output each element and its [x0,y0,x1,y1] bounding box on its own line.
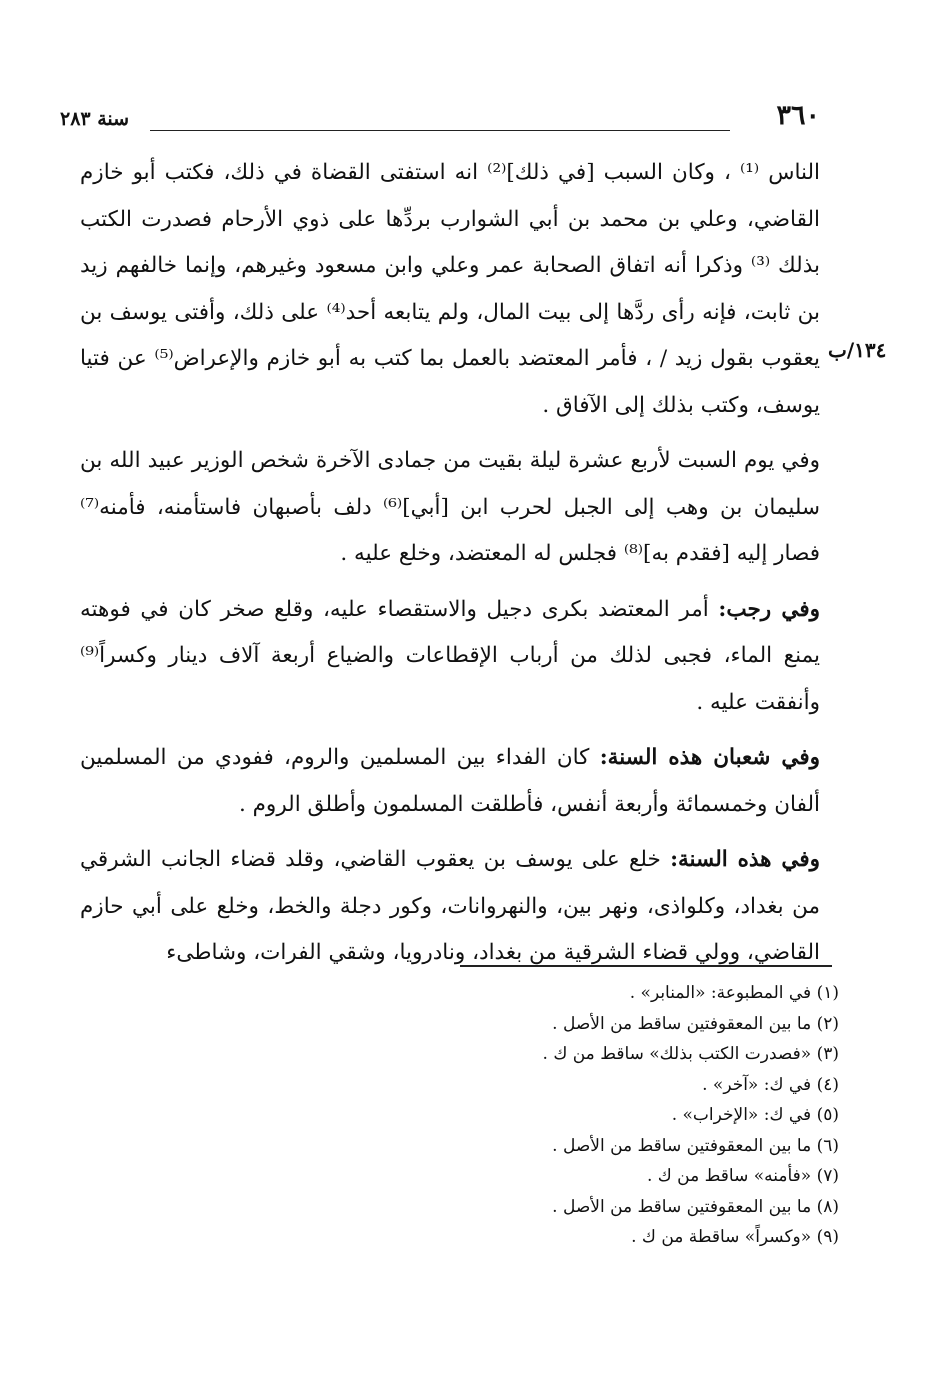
this-year-text: خلع على يوسف بن يعقوب القاضي، وقلد قضاء الجانب الشرقي من بغداد، وكلواذى، ونهر بين، والنهروانات، وكور دجلة والخط، وخلع على أبي حازم القاضي، وولي قضاء الشرقية من بغداد، ونادرويا، وشقي الفرات، وشاطىء [80,847,820,965]
footnote-1: (١) في المطبوعة: «المنابر» . [629,983,839,1003]
footnote-7: (٧) «فأمنه» ساقط من ك . [646,1166,839,1186]
paragraph-rajab [80,587,820,727]
paragraph-vizier: وفي يوم السبت لأربع عشرة ليلة بقيت من جمادى الآخرة شخص الوزير عبيد الله بن سليمان بن وهب إلى الجبل لحرب ابن [أبي]⁽⁶⁾ دلف بأصبهان فاستأمنه، فأمنه⁽⁷⁾ فصار إليه [فقدم به]⁽⁸⁾ فجلس له المعتضد، وخلع عليه . [80,448,820,566]
footnote-6: (٦) ما بين المعقوفتين ساقط من الأصل . [552,1135,839,1156]
footnotes [99,978,839,1253]
header-rule [150,130,730,131]
page-number: ٣٦٠ [776,100,820,131]
footnote-5: (٥) في ك: «الإخراب» . [671,1105,839,1125]
paragraph-inheritance: الناس ⁽¹⁾ ، وكان السبب [في ذلك]⁽²⁾ انه استفتى القضاة في ذلك، فكتب أبو خازم القاضي، وعلي بن محمد بن أبي الشوارب بردِّها على ذوي الأرحام فصدرت الكتب بذلك ⁽³⁾ وذكرا أنه اتفاق الصحابة عمر وعلي وابن مسعود وغيرهم، وإنما خالفهم زيد بن ثابت، فإنه رأى ردَّها إلى بيت المال، ولم يتابعه أحد⁽⁴⁾ على ذلك، وأفتى يوسف بن يعقوب بقول زيد / ، فأمر المعتضد بالعمل بما كتب به أبو خازم والإعراض⁽⁵⁾ عن فتيا يوسف، وكتب بذلك إلى الآفاق . [80,160,821,418]
running-year-label: سنة ٢٨٣ [60,108,130,130]
paragraph-this-year [80,837,820,977]
shaban-lead: وفي شعبان هذه السنة: [599,745,820,770]
paragraph-shaban [80,735,820,828]
main-text [80,150,820,977]
this-year-lead: وفي هذه السنة: [670,847,820,872]
footnote-4: (٤) في ك: «آخر» . [702,1074,839,1095]
manuscript-folio-note: ١٣٤/ب [828,338,887,362]
page-header [60,100,820,140]
footnote-8: (٨) ما بين المعقوفتين ساقط من الأصل . [552,1196,839,1217]
footnote-2: (٢) ما بين المعقوفتين ساقط من الأصل . [552,1013,839,1034]
shaban-text: كان الفداء بين المسلمين والروم، ففودي من المسلمين ألفان وخمسمائة وأربعة أنفس، فأطلقت المسلمون وأطلق الروم . [80,745,820,817]
footnote-rule [460,965,832,967]
footnote-3: (٣) «فصدرت الكتب بذلك» ساقط من ك . [542,1044,839,1064]
footnote-9: (٩) «وكسراً» ساقطة من ك . [631,1227,839,1247]
rajab-lead: وفي رجب: [718,596,820,622]
rajab-text: أمر المعتضد بكرى دجيل والاستقصاء عليه، وقلع صخر كان في فوهته يمنع الماء، فجبى لذلك من أرباب الإقطاعات والضياع أربعة آلاف دينار وكسراً⁽⁹⁾ وأنفقت عليه . [80,596,820,715]
